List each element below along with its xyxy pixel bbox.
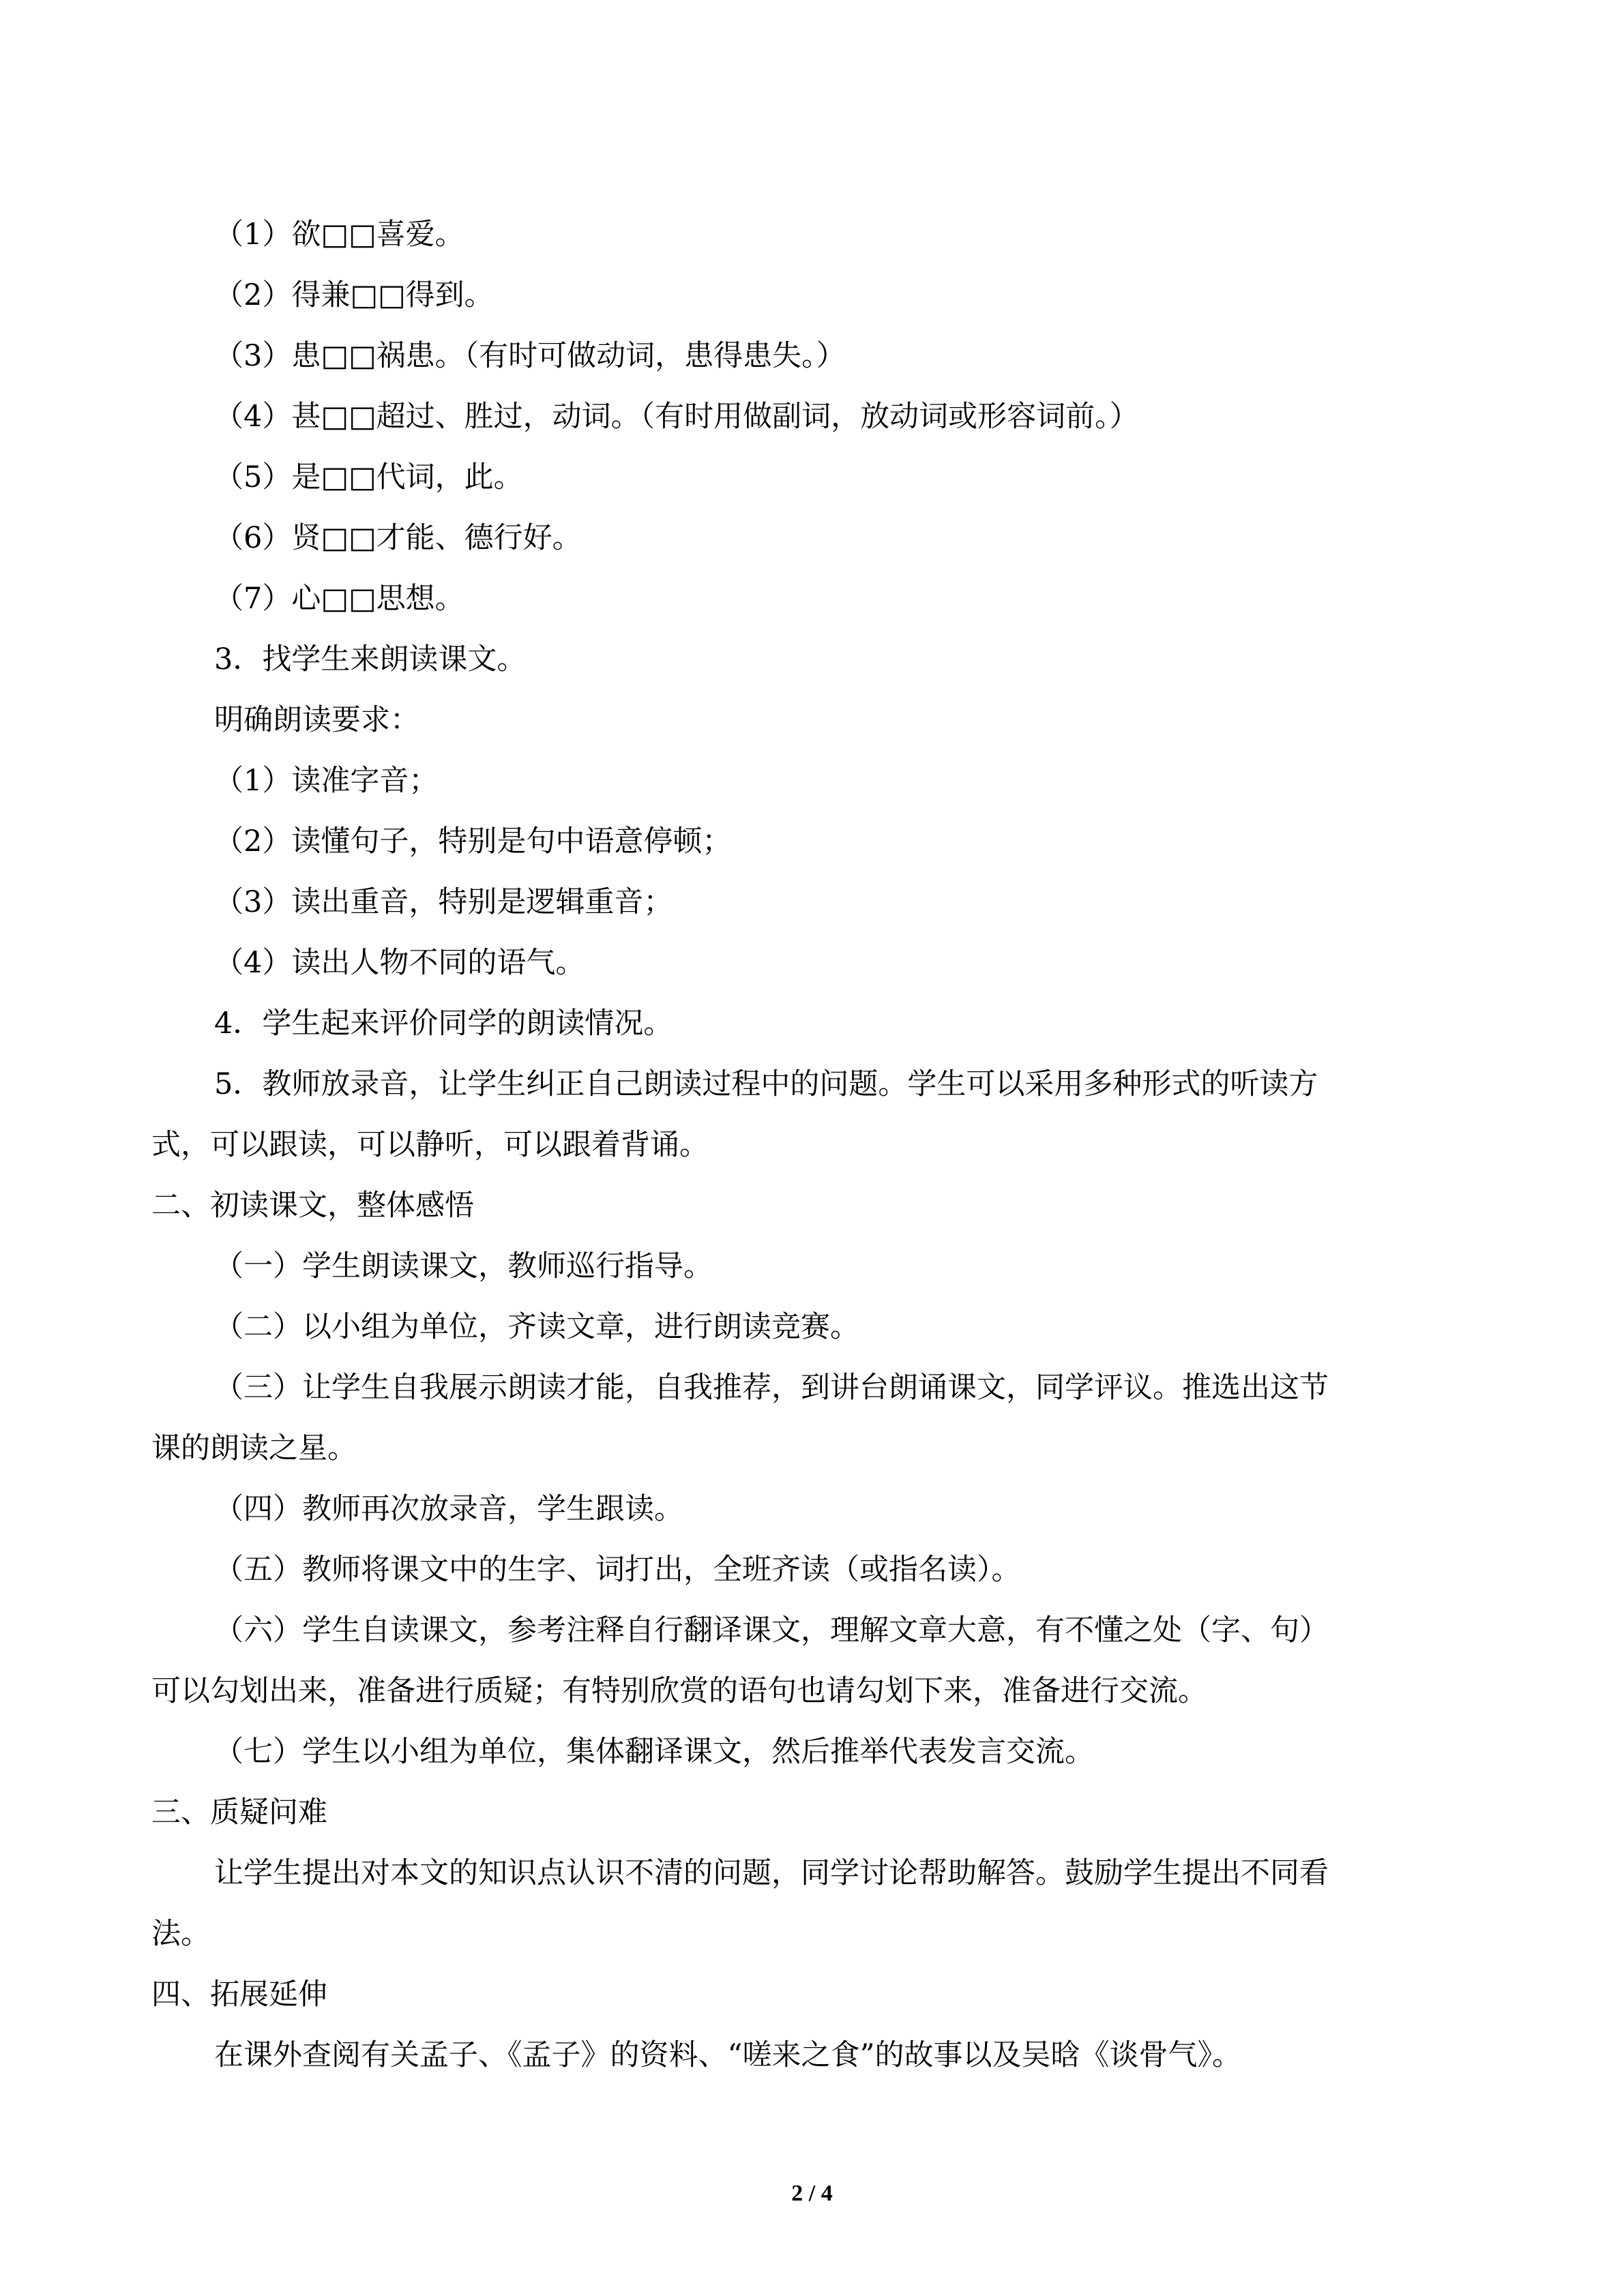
vocab-item-4: （4）甚□□超过、胜过，动词。（有时用做副词，放动词或形容词前。） bbox=[214, 400, 1139, 434]
vocab-item-1: （1）欲□□喜爱。 bbox=[214, 218, 464, 252]
activity-6: （六）学生自读课文，参考注释自行翻译课文，理解文章大意，有不懂之处（字、句） bbox=[214, 1613, 1329, 1648]
requirement-4: （4）读出人物不同的语气。 bbox=[214, 946, 585, 980]
reading-requirements-heading: 明确朗读要求： bbox=[214, 703, 419, 737]
vocab-item-3: （3）患□□祸患。（有时可做动词，患得患失。） bbox=[214, 339, 846, 373]
requirement-1: （1）读准字音； bbox=[214, 764, 439, 798]
section-3-body: 让学生提出对本文的知识点认识不清的问题，同学讨论帮助解答。鼓励学生提出不同看 bbox=[214, 1856, 1329, 1890]
section-heading-3: 三、质疑问难 bbox=[151, 1795, 327, 1830]
section-heading-2: 二、初读课文，整体感悟 bbox=[151, 1189, 474, 1223]
activity-2: （二）以小组为单位，齐读文章，进行朗读竞赛。 bbox=[214, 1310, 859, 1344]
vocab-item-5: （5）是□□代词，此。 bbox=[214, 460, 523, 494]
vocab-item-7: （7）心□□思想。 bbox=[214, 582, 464, 616]
section-4-body: 在课外查阅有关孟子、《孟子》的资料、“嗟来之食”的故事以及吴晗《谈骨气》。 bbox=[214, 2038, 1241, 2072]
step-4: 4．学生起来评价同学的朗读情况。 bbox=[214, 1007, 673, 1041]
requirement-3: （3）读出重音，特别是逻辑重音； bbox=[214, 885, 673, 919]
requirement-2: （2）读懂句子，特别是句中语意停顿； bbox=[214, 824, 732, 859]
section-3-body-continued: 法。 bbox=[151, 1917, 210, 1951]
step-5: 5．教师放录音，让学生纠正自己朗读过程中的问题。学生可以采用多种形式的听读方 bbox=[214, 1067, 1318, 1101]
page-number: 2 / 4 bbox=[791, 2181, 833, 2206]
vocab-item-6: （6）贤□□才能、德行好。 bbox=[214, 521, 582, 555]
activity-6-continued: 可以勾划出来，准备进行质疑；有特别欣赏的语句也请勾划下来，准备进行交流。 bbox=[151, 1674, 1207, 1708]
activity-5: （五）教师将课文中的生字、词打出，全班齐读（或指名读）。 bbox=[214, 1553, 1021, 1587]
activity-3-continued: 课的朗读之星。 bbox=[151, 1431, 357, 1465]
step-5-continued: 式，可以跟读，可以静听，可以跟着背诵。 bbox=[151, 1128, 709, 1162]
vocab-item-2: （2）得兼□□得到。 bbox=[214, 278, 494, 312]
section-heading-4: 四、拓展延伸 bbox=[151, 1978, 327, 2012]
step-3: 3．找学生来朗读课文。 bbox=[214, 642, 527, 676]
activity-3: （三）让学生自我展示朗读才能，自我推荐，到讲台朗诵课文，同学评议。推选出这节 bbox=[214, 1371, 1329, 1405]
activity-4: （四）教师再次放录音，学生跟读。 bbox=[214, 1492, 683, 1526]
activity-7: （七）学生以小组为单位，集体翻译课文，然后推举代表发言交流。 bbox=[214, 1735, 1094, 1769]
document-body bbox=[151, 205, 1481, 2086]
activity-1: （一）学生朗读课文，教师巡行指导。 bbox=[214, 1249, 713, 1283]
